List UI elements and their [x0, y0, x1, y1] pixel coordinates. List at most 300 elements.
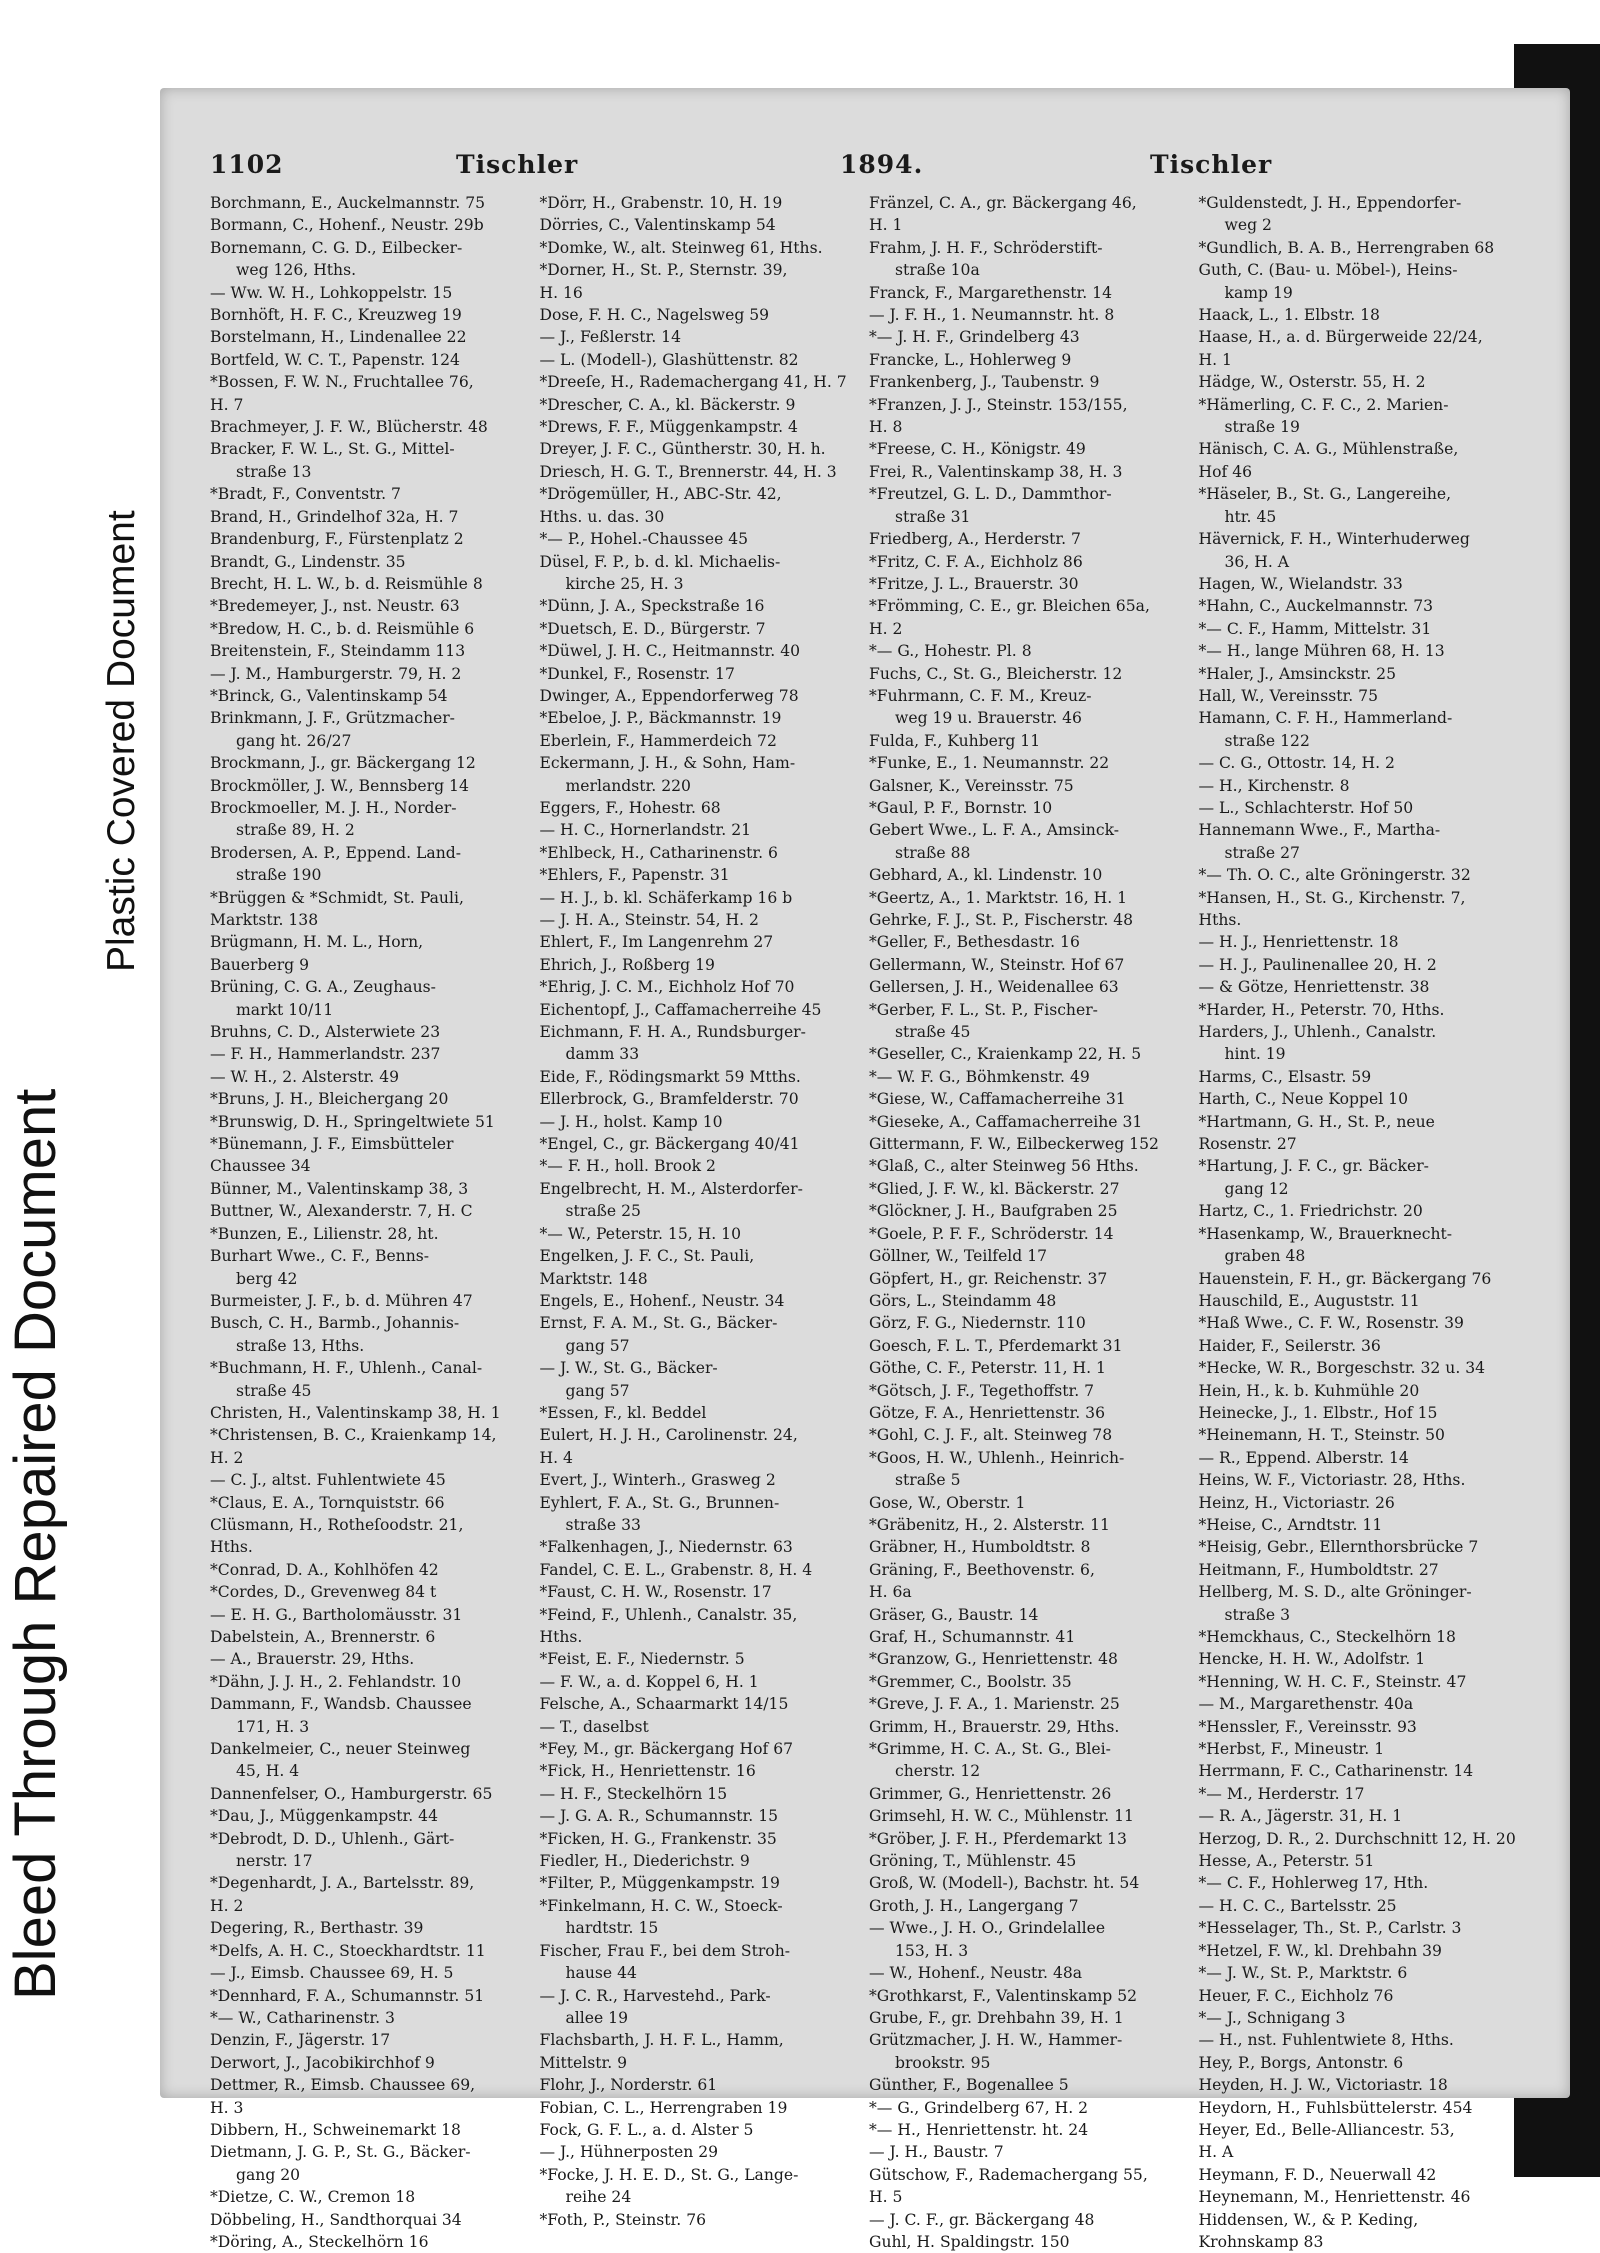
directory-entry: straße 45: [895, 1023, 971, 1042]
directory-entry: — J. F. H., 1. Neumannstr. ht. 8: [869, 306, 1115, 325]
running-head: [210, 150, 1520, 186]
directory-entry: weg 2: [1224, 216, 1272, 235]
directory-entry: *— C. F., Hamm, Mittelstr. 31: [1198, 619, 1432, 638]
directory-entry: Dose, F. H. C., Nagelsweg 59: [539, 306, 770, 325]
directory-column-2: [539, 192, 862, 2229]
directory-entry: reihe 24: [565, 2188, 632, 2207]
directory-entry: gang 20: [236, 2165, 301, 2184]
directory-entry: *Feist, E. F., Niedernstr. 5: [539, 1650, 745, 1669]
directory-entry: Herrmann, F. C., Catharinenstr. 14: [1198, 1762, 1474, 1781]
directory-entry: *Goos, H. W., Uhlenh., Heinrich-: [869, 1448, 1125, 1467]
directory-entry: Hths. u. das. 30: [539, 507, 665, 526]
directory-entry: *Fey, M., gr. Bäckergang Hof 67: [539, 1740, 794, 1759]
directory-entry: *Conrad, D. A., Kohlhöfen 42: [210, 1560, 439, 1579]
directory-entry: Friedberg, A., Herderstr. 7: [869, 530, 1081, 549]
directory-entry: *Hahn, C., Auckelmannstr. 73: [1198, 597, 1434, 616]
directory-entry: brookstr. 95: [895, 2053, 991, 2072]
directory-entry: Gröning, T., Mühlenstr. 45: [869, 1852, 1077, 1871]
directory-entry: H. 2: [210, 1448, 244, 1467]
directory-entry: *Hecke, W. R., Borgeschstr. 32 u. 34: [1198, 1359, 1486, 1378]
directory-entry: straße 13: [236, 462, 312, 481]
directory-entry: *— M., Herderstr. 17: [1198, 1784, 1365, 1803]
directory-entry: *Bredemeyer, J., nst. Neustr. 63: [210, 597, 460, 616]
directory-entry: *Geertz, A., 1. Marktstr. 16, H. 1: [869, 888, 1128, 907]
directory-entry: *Drögemüller, H., ABC-Str. 42,: [539, 485, 782, 504]
directory-entry: Bornhöft, H. F. C., Kreuzweg 19: [210, 306, 462, 325]
directory-entry: *Hetzel, F. W., kl. Drehbahn 39: [1198, 1941, 1442, 1960]
directory-entry: Derwort, J., Jacobikirchhof 9: [210, 2053, 435, 2072]
directory-entry: *Hartmann, G. H., St. P., neue: [1198, 1112, 1435, 1131]
directory-entry: — H., Kirchenstr. 8: [1198, 776, 1350, 795]
directory-entry: Heydorn, H., Fuhlsbüttelerstr. 454: [1198, 2098, 1473, 2117]
directory-entry: Grimm, H., Brauerstr. 29, Hths.: [869, 1717, 1120, 1736]
directory-entry: *Dähn, J. J. H., 2. Fehlandstr. 10: [210, 1672, 462, 1691]
directory-entry: *Funke, E., 1. Neumannstr. 22: [869, 754, 1110, 773]
directory-entry: Hths.: [1198, 911, 1242, 929]
directory-entry: Grimsehl, H. W. C., Mühlenstr. 11: [869, 1807, 1134, 1826]
directory-entry: *Fick, H., Henriettenstr. 16: [539, 1762, 756, 1781]
directory-entry: *Dreeſe, H., Rademachergang 41, H. 7: [539, 373, 847, 392]
directory-entry: *— F. H., holl. Brook 2: [539, 1157, 716, 1176]
directory-entry: Hävernick, F. H., Winterhuderweg: [1198, 530, 1470, 549]
directory-entry: Hiddensen, W., & P. Keding,: [1198, 2210, 1419, 2229]
directory-entry: *Drescher, C. A., kl. Bäckerstr. 9: [539, 395, 796, 414]
directory-entry: *Gundlich, B. A. B., Herrengraben 68: [1198, 238, 1495, 257]
directory-entry: 36, H. A: [1224, 552, 1290, 571]
directory-entry: Gräser, G., Baustr. 14: [869, 1605, 1039, 1624]
directory-entry: Göthe, C. F., Peterstr. 11, H. 1: [869, 1359, 1106, 1378]
directory-entry: Guhl, H. Spaldingstr. 150: [869, 2232, 1070, 2251]
directory-entry: Bortfeld, W. C. T., Papenstr. 124: [210, 350, 460, 369]
directory-entry: *Haler, J., Amsinckstr. 25: [1198, 664, 1397, 683]
directory-entry: Eberlein, F., Hammerdeich 72: [539, 731, 777, 750]
directory-entry: *Ficken, H. G., Frankenstr. 35: [539, 1829, 777, 1848]
directory-entry: *Henssler, F., Vereinsstr. 93: [1198, 1717, 1417, 1736]
directory-entry: 153, H. 3: [895, 1941, 969, 1960]
directory-column-3: [869, 192, 1191, 2251]
directory-entry: — J. G. A. R., Schumannstr. 15: [539, 1807, 779, 1826]
directory-entry: Dörries, C., Valentinskamp 54: [539, 216, 776, 235]
directory-entry: Bünner, M., Valentinskamp 38, 3: [210, 1179, 469, 1198]
directory-entry: — J. M., Hamburgerstr. 79, H. 2: [210, 664, 462, 683]
directory-entry: hause 44: [565, 1964, 637, 1983]
directory-entry: cherstr. 12: [895, 1762, 981, 1781]
directory-entry: *Bradt, F., Conventstr. 7: [210, 485, 401, 504]
directory-entry: *Brüggen & *Schmidt, St. Pauli,: [210, 888, 464, 907]
directory-entry: *— G., Grindelberg 67, H. 2: [869, 2098, 1089, 2117]
directory-entry: — R. A., Jägerstr. 31, H. 1: [1198, 1807, 1403, 1826]
directory-entry: *Falkenhagen, J., Niedernstr. 63: [539, 1538, 793, 1557]
directory-entry: Gräning, F., Beethovenstr. 6,: [869, 1560, 1095, 1579]
directory-entry: Eckermann, J. H., & Sohn, Ham-: [539, 754, 796, 773]
directory-entry: *Debrodt, D. D., Uhlenh., Gärt-: [210, 1829, 455, 1848]
directory-entry: *— Th. O. C., alte Gröningerstr. 32: [1198, 866, 1471, 885]
directory-entry: Frankenberg, J., Taubenstr. 9: [869, 373, 1100, 392]
directory-entry: — C. J., altst. Fuhlentwiete 45: [210, 1471, 446, 1490]
directory-entry: Fock, G. F. L., a. d. Alster 5: [539, 2120, 754, 2139]
directory-entry: Eide, F., Rödingsmarkt 59 Mtths.: [539, 1067, 801, 1086]
directory-entry: *— G., Hohestr. Pl. 8: [869, 642, 1032, 661]
directory-entry: straße 31: [895, 507, 971, 526]
directory-entry: *Bredow, H. C., b. d. Reismühle 6: [210, 619, 475, 638]
directory-entry: Hey, P., Borgs, Antonstr. 6: [1198, 2053, 1404, 2072]
directory-entry: *Döring, A., Steckelhörn 16: [210, 2232, 429, 2251]
directory-entry: — H. F., Steckelhörn 15: [539, 1784, 728, 1803]
directory-entry: *— J., Schnigang 3: [1198, 2008, 1346, 2027]
directory-entry: H. 1: [1198, 350, 1232, 369]
directory-entry: *Frömming, C. E., gr. Bleichen 65a,: [869, 597, 1150, 616]
directory-entry: *Dörr, H., Grabenstr. 10, H. 19: [539, 194, 783, 212]
directory-entry: — J. W., St. G., Bäcker-: [539, 1359, 718, 1378]
directory-entry: *— C. F., Hohlerweg 17, Hth.: [1198, 1874, 1429, 1893]
directory-entry: *Hansen, H., St. G., Kirchenstr. 7,: [1198, 888, 1466, 907]
directory-entry: Gehrke, F. J., St. P., Fischerstr. 48: [869, 911, 1134, 929]
directory-entry: Francke, L., Hohlerweg 9: [869, 350, 1072, 369]
directory-entry: Döbbeling, H., Sandthorquai 34: [210, 2210, 462, 2229]
directory-entry: Bauerberg 9: [210, 955, 310, 974]
directory-entry: Gellermann, W., Steinstr. Hof 67: [869, 955, 1125, 974]
directory-entry: Heinz, H., Victoriastr. 26: [1198, 1493, 1395, 1512]
directory-entry: *Dau, J., Müggenkampstr. 44: [210, 1807, 438, 1826]
directory-entry: Gebhard, A., kl. Lindenstr. 10: [869, 866, 1103, 885]
directory-entry: *Claus, E. A., Tornquiststr. 66: [210, 1493, 445, 1512]
directory-entry: — W., Hohenf., Neustr. 48a: [869, 1964, 1083, 1983]
directory-entry: Hamann, C. F. H., Hammerland-: [1198, 709, 1453, 728]
directory-entry: *— J. W., St. P., Marktstr. 6: [1198, 1964, 1408, 1983]
directory-entry: — & Götze, Henriettenstr. 38: [1198, 978, 1430, 997]
directory-entry: Gittermann, F. W., Eilbeckerweg 152: [869, 1135, 1159, 1154]
directory-entry: *Glaß, C., alter Steinweg 56 Hths.: [869, 1157, 1139, 1176]
directory-entry: straße 3: [1224, 1605, 1291, 1624]
directory-entry: Hannemann Wwe., F., Martha-: [1198, 821, 1441, 840]
directory-entry: — C. G., Ottostr. 14, H. 2: [1198, 754, 1395, 773]
directory-entry: Hänisch, C. A. G., Mühlenstraße,: [1198, 440, 1459, 459]
directory-entry: *Glöckner, J. H., Baufgraben 25: [869, 1202, 1118, 1221]
directory-entry: Brandt, G., Lindenstr. 35: [210, 552, 406, 571]
directory-entry: Eichmann, F. H. A., Rundsburger-: [539, 1023, 806, 1042]
directory-entry: — M., Margarethenstr. 40a: [1198, 1695, 1414, 1714]
page-number: 1102: [210, 150, 284, 179]
directory-entry: Grützmacher, J. H. W., Hammer-: [869, 2031, 1123, 2050]
directory-entry: *Harder, H., Peterstr. 70, Hths.: [1198, 1000, 1445, 1019]
directory-entry: Heitmann, F., Humboldtstr. 27: [1198, 1560, 1439, 1579]
directory-entry: Denzin, F., Jägerstr. 17: [210, 2031, 391, 2050]
directory-entry: Haider, F., Seilerstr. 36: [1198, 1336, 1381, 1355]
directory-entry: *Bünemann, J. F., Eimsbütteler: [210, 1135, 454, 1154]
directory-entry: weg 126, Hths.: [236, 261, 357, 280]
directory-entry: Brachmeyer, J. F. W., Blücherstr. 48: [210, 418, 488, 437]
directory-entry: Brandenburg, F., Fürstenplatz 2: [210, 530, 464, 549]
directory-entry: *Dunkel, F., Rosenstr. 17: [539, 664, 735, 683]
directory-entry: kirche 25, H. 3: [565, 574, 684, 593]
directory-entry: *Greve, J. F. A., 1. Marienstr. 25: [869, 1695, 1120, 1714]
directory-entry: straße 88: [895, 843, 971, 862]
directory-entry: Marktstr. 138: [210, 911, 319, 929]
directory-entry: Dreyer, J. F. C., Güntherstr. 30, H. h.: [539, 440, 826, 459]
year: 1894.: [840, 150, 924, 179]
directory-entry: Fandel, C. E. L., Grabenstr. 8, H. 4: [539, 1560, 813, 1579]
directory-entry: *Bossen, F. W. N., Fruchtallee 76,: [210, 373, 474, 392]
directory-entry: Brockmann, J., gr. Bäckergang 12: [210, 754, 476, 773]
directory-entry: Flohr, J., Norderstr. 61: [539, 2076, 718, 2095]
directory-entry: nerstr. 17: [236, 1852, 313, 1871]
directory-entry: *Hemckhaus, C., Steckelhörn 18: [1198, 1628, 1456, 1646]
directory-entry: straße 10a: [895, 261, 980, 280]
directory-entry: gang 12: [1224, 1179, 1289, 1198]
directory-entry: Bornemann, C. G. D., Eilbecker-: [210, 238, 463, 257]
directory-entry: H. A: [1198, 2143, 1234, 2162]
directory-entry: *Goele, P. F. F., Schröderstr. 14: [869, 1224, 1114, 1243]
directory-entry: Breitenstein, F., Steindamm 113: [210, 642, 466, 661]
directory-entry: Günther, F., Bogenallee 5: [869, 2076, 1069, 2095]
directory-entry: *Feind, F., Uhlenh., Canalstr. 35,: [539, 1605, 798, 1624]
directory-entry: — W. H., 2. Alsterstr. 49: [210, 1067, 400, 1086]
directory-entry: Ernst, F. A. M., St. G., Bäcker-: [539, 1314, 778, 1333]
directory-entry: H. 6a: [869, 1583, 912, 1602]
directory-entry: *Gröber, J. F. H., Pferdemarkt 13: [869, 1829, 1127, 1848]
directory-entry: — R., Eppend. Alberstr. 14: [1198, 1448, 1409, 1467]
directory-entry: *— W., Catharinenstr. 3: [210, 2008, 395, 2027]
directory-entry: Burhart Wwe., C. F., Benns-: [210, 1247, 430, 1266]
directory-entry: Franck, F., Margarethenstr. 14: [869, 283, 1112, 302]
directory-entry: straße 33: [565, 1515, 641, 1534]
directory-entry: Harth, C., Neue Koppel 10: [1198, 1090, 1409, 1109]
directory-entry: Görz, F. G., Niedernstr. 110: [869, 1314, 1086, 1333]
directory-entry: Dannenfelser, O., Hamburgerstr. 65: [210, 1784, 493, 1803]
directory-entry: *Herbst, F., Mineustr. 1: [1198, 1740, 1385, 1759]
directory-entry: *Franzen, J. J., Steinstr. 153/155,: [869, 395, 1128, 414]
directory-entry: straße 45: [236, 1381, 312, 1400]
directory-entry: Göpfert, H., gr. Reichenstr. 37: [869, 1269, 1108, 1288]
directory-entry: H. 3: [210, 2098, 244, 2117]
directory-entry: Burmeister, J. F., b. d. Mühren 47: [210, 1291, 473, 1310]
directory-entry: Hths.: [539, 1628, 583, 1646]
directory-entry: Heuer, F. C., Eichholz 76: [1198, 1986, 1394, 2005]
directory-entry: — T., daselbst: [539, 1717, 649, 1736]
directory-entry: htr. 45: [1224, 507, 1277, 526]
directory-entry: Clüsmann, H., Rotheſoodstr. 21,: [210, 1515, 464, 1534]
directory-entry: Dammann, F., Wandsb. Chaussee: [210, 1695, 472, 1714]
directory-entry: — L. (Modell-), Glashüttenstr. 82: [539, 350, 799, 369]
directory-entry: *Guldenstedt, J. H., Eppendorfer-: [1198, 194, 1462, 212]
directory-column-1: [210, 192, 532, 2251]
directory-entry: Frei, R., Valentinskamp 38, H. 3: [869, 462, 1123, 481]
directory-entry: Brockmoeller, M. J. H., Norder-: [210, 798, 457, 817]
directory-entry: straße 89, H. 2: [236, 821, 355, 840]
directory-entry: — Ww. W. H., Lohkoppelstr. 15: [210, 283, 453, 302]
directory-entry: *Haß Wwe., C. F. W., Rosenstr. 39: [1198, 1314, 1464, 1333]
directory-entry: H. 1: [869, 216, 903, 235]
directory-entry: Haase, H., a. d. Bürgerweide 22/24,: [1198, 328, 1483, 347]
directory-entry: Hauenstein, F. H., gr. Bäckergang 76: [1198, 1269, 1492, 1288]
directory-entry: — J. C. R., Harvestehd., Park-: [539, 1986, 771, 2005]
directory-entry: *Focke, J. H. E. D., St. G., Lange-: [539, 2165, 799, 2184]
directory-entry: Fiedler, H., Diederichstr. 9: [539, 1852, 750, 1871]
directory-entry: *Fritze, J. L., Brauerstr. 30: [869, 574, 1079, 593]
directory-entry: Marktstr. 148: [539, 1269, 648, 1288]
directory-entry: Borchmann, E., Auckelmannstr. 75: [210, 194, 486, 212]
directory-entry: Bormann, C., Hohenf., Neustr. 29b: [210, 216, 484, 235]
right-title: Tischler: [1150, 150, 1273, 179]
directory-entry: Engelken, J. F. C., St. Pauli,: [539, 1247, 755, 1266]
directory-entry: *Essen, F., kl. Beddel: [539, 1403, 707, 1422]
directory-entry: Felsche, A., Schaarmarkt 14/15: [539, 1695, 789, 1714]
directory-entry: Heyer, Ed., Belle-Alliancestr. 53,: [1198, 2120, 1455, 2139]
directory-entry: allee 19: [565, 2008, 629, 2027]
directory-entry: *Dünn, J. A., Speckstraße 16: [539, 597, 765, 616]
directory-entry: *Gaul, P. F., Bornstr. 10: [869, 798, 1053, 817]
directory-entry: Flachsbarth, J. H. F. L., Hamm,: [539, 2031, 784, 2050]
directory-entry: gang 57: [565, 1336, 630, 1355]
directory-entry: *Henning, W. H. C. F., Steinstr. 47: [1198, 1672, 1467, 1691]
directory-entry: Ehlert, F., Im Langenrehm 27: [539, 933, 774, 952]
directory-entry: gang ht. 26/27: [236, 731, 352, 750]
directory-entry: Frahm, J. H. F., Schröderstift-: [869, 238, 1103, 257]
directory-entry: straße 25: [565, 1202, 641, 1221]
directory-entry: — H. J., Henriettenstr. 18: [1198, 933, 1399, 952]
directory-entry: Fulda, F., Kuhberg 11: [869, 731, 1041, 750]
directory-entry: Brockmöller, J. W., Bennsberg 14: [210, 776, 469, 795]
directory-entry: Christen, H., Valentinskamp 38, H. 1: [210, 1403, 501, 1422]
directory-entry: Brecht, H. L. W., b. d. Reismühle 8: [210, 574, 483, 593]
directory-columns: [210, 192, 1520, 2251]
directory-entry: Eulert, H. J. H., Carolinenstr. 24,: [539, 1426, 798, 1445]
directory-entry: — J., Feßlerstr. 14: [539, 328, 682, 347]
directory-entry: Heynemann, M., Henriettenstr. 46: [1198, 2188, 1471, 2207]
directory-entry: *Dennhard, F. A., Schumannstr. 51: [210, 1986, 485, 2005]
directory-entry: — J., Hühnerposten 29: [539, 2143, 719, 2162]
directory-entry: Hartz, C., 1. Friedrichstr. 20: [1198, 1202, 1423, 1221]
directory-entry: Goesch, F. L. T., Pferdemarkt 31: [869, 1336, 1123, 1355]
directory-entry: Haack, L., 1. Elbstr. 18: [1198, 306, 1380, 325]
label-bleed-through-repaired: Bleed Through Repaired Document: [3, 1088, 68, 2000]
directory-entry: Mittelstr. 9: [539, 2053, 628, 2072]
directory-entry: gang 57: [565, 1381, 630, 1400]
directory-entry: *Bunzen, E., Lilienstr. 28, ht.: [210, 1224, 439, 1243]
directory-entry: Fobian, C. L., Herrengraben 19: [539, 2098, 788, 2117]
directory-entry: *Fuhrmann, C. F. M., Kreuz-: [869, 686, 1092, 705]
directory-entry: *Cordes, D., Grevenweg 84 t: [210, 1583, 437, 1602]
directory-entry: Groß, W. (Modell-), Bachstr. ht. 54: [869, 1874, 1140, 1893]
directory-entry: 171, H. 3: [236, 1717, 310, 1736]
directory-entry: Brodersen, A. P., Eppend. Land-: [210, 843, 461, 862]
directory-entry: Dibbern, H., Schweinemarkt 18: [210, 2120, 461, 2139]
directory-entry: *Geller, F., Bethesdastr. 16: [869, 933, 1080, 952]
directory-entry: straße 13, Hths.: [236, 1336, 365, 1355]
directory-entry: Hall, W., Vereinsstr. 75: [1198, 686, 1378, 705]
scan-dark-edge-top: [1514, 44, 1600, 90]
directory-entry: Graf, H., Schumannstr. 41: [869, 1628, 1076, 1646]
directory-entry: berg 42: [236, 1269, 298, 1288]
directory-entry: Brügmann, H. M. L., Horn,: [210, 933, 424, 952]
directory-entry: *Gerber, F. L., St. P., Fischer-: [869, 1000, 1098, 1019]
directory-entry: *Christensen, B. C., Kraienkamp 14,: [210, 1426, 497, 1445]
directory-entry: *Grimme, H. C. A., St. G., Blei-: [869, 1740, 1111, 1759]
directory-entry: *Hasenkamp, W., Brauerknecht-: [1198, 1224, 1453, 1243]
directory-entry: Hein, H., k. b. Kuhmühle 20: [1198, 1381, 1420, 1400]
directory-entry: *Faust, C. H. W., Rosenstr. 17: [539, 1583, 772, 1602]
directory-entry: Hof 46: [1198, 462, 1253, 481]
directory-entry: Eichentopf, J., Caffamacherreihe 45: [539, 1000, 822, 1019]
directory-entry: Evert, J., Winterh., Grasweg 2: [539, 1471, 776, 1490]
directory-entry: Chaussee 34: [210, 1157, 311, 1176]
directory-entry: 45, H. 4: [236, 1762, 300, 1781]
directory-entry: — H. C., Hornerlandstr. 21: [539, 821, 752, 840]
directory-entry: *Gohl, C. J. F., alt. Steinweg 78: [869, 1426, 1113, 1445]
directory-entry: H. 2: [210, 1896, 244, 1915]
directory-entry: Heinecke, J., 1. Elbstr., Hof 15: [1198, 1403, 1438, 1422]
directory-entry: Dettmer, R., Eimsb. Chaussee 69,: [210, 2076, 476, 2095]
directory-entry: hint. 19: [1224, 1045, 1286, 1064]
directory-entry: *Hämerling, C. F. C., 2. Marien-: [1198, 395, 1449, 414]
directory-entry: — J. H. A., Steinstr. 54, H. 2: [539, 911, 759, 929]
directory-entry: Grube, F., gr. Drehbahn 39, H. 1: [869, 2008, 1124, 2027]
directory-entry: *Gräbenitz, H., 2. Alsterstr. 11: [869, 1515, 1110, 1534]
directory-entry: Herzog, D. R., 2. Durchschnitt 12, H. 20: [1198, 1829, 1516, 1848]
directory-entry: Fischer, Frau F., bei dem Stroh-: [539, 1941, 791, 1960]
directory-entry: Bracker, F. W. L., St. G., Mittel-: [210, 440, 455, 459]
directory-entry: *Fritz, C. F. A., Eichholz 86: [869, 552, 1083, 571]
directory-entry: Gellersen, J. H., Weidenallee 63: [869, 978, 1119, 997]
directory-entry: *Granzow, G., Henriettenstr. 48: [869, 1650, 1118, 1669]
directory-entry: Brinkmann, J. F., Grützmacher-: [210, 709, 455, 728]
directory-entry: H. 8: [869, 418, 903, 437]
directory-entry: Gebert Wwe., L. F. A., Amsinck-: [869, 821, 1120, 840]
directory-entry: Guth, C. (Bau- u. Möbel-), Heins-: [1198, 261, 1458, 280]
directory-entry: Fränzel, C. A., gr. Bäckergang 46,: [869, 194, 1137, 212]
side-labels: [0, 0, 160, 2177]
directory-column-4: [1198, 192, 1521, 2251]
directory-entry: Dietmann, J. G. P., St. G., Bäcker-: [210, 2143, 471, 2162]
directory-entry: — H. J., Paulinenallee 20, H. 2: [1198, 955, 1437, 974]
directory-entry: *— H., Henriettenstr. ht. 24: [869, 2120, 1089, 2139]
directory-entry: markt 10/11: [236, 1000, 334, 1019]
directory-entry: *Brinck, G., Valentinskamp 54: [210, 686, 448, 705]
directory-entry: Brand, H., Grindelhof 32a, H. 7: [210, 507, 459, 526]
directory-entry: *Bruns, J. H., Bleichergang 20: [210, 1090, 449, 1109]
directory-entry: Driesch, H. G. T., Brennerstr. 44, H. 3: [539, 462, 837, 481]
directory-entry: *Hartung, J. F. C., gr. Bäcker-: [1198, 1157, 1429, 1176]
directory-entry: Groth, J. H., Langergang 7: [869, 1896, 1079, 1915]
directory-entry: *Drews, F. F., Müggenkampstr. 4: [539, 418, 798, 437]
directory-entry: *— W. F. G., Böhmkenstr. 49: [869, 1067, 1090, 1086]
directory-entry: merlandstr. 220: [565, 776, 691, 795]
directory-entry: *Delfs, A. H. C., Stoeckhardtstr. 11: [210, 1941, 486, 1960]
directory-entry: straße 122: [1224, 731, 1310, 750]
directory-entry: Göllner, W., Teilfeld 17: [869, 1247, 1048, 1266]
directory-entry: H. 4: [539, 1448, 573, 1467]
directory-entry: — H., nst. Fuhlentwiete 8, Hths.: [1198, 2031, 1454, 2050]
directory-entry: *Domke, W., alt. Steinweg 61, Hths.: [539, 238, 823, 257]
directory-entry: Brüning, C. G. A., Zeughaus-: [210, 978, 436, 997]
directory-entry: kamp 19: [1224, 283, 1293, 302]
directory-entry: straße 27: [1224, 843, 1300, 862]
directory-entry: *Geseller, C., Kraienkamp 22, H. 5: [869, 1045, 1142, 1064]
directory-entry: *Heisig, Gebr., Ellernthorsbrücke 7: [1198, 1538, 1479, 1557]
directory-entry: Gütschow, F., Rademachergang 55,: [869, 2165, 1148, 2184]
directory-entry: H. 16: [539, 283, 583, 302]
directory-entry: *Buchmann, H. F., Uhlenh., Canal-: [210, 1359, 483, 1378]
directory-entry: Gose, W., Oberstr. 1: [869, 1493, 1026, 1512]
directory-entry: Fuchs, C., St. G., Bleicherstr. 12: [869, 664, 1123, 683]
directory-entry: — J. C. F., gr. Bäckergang 48: [869, 2210, 1095, 2229]
directory-entry: *Götsch, J. F., Tegethoffstr. 7: [869, 1381, 1095, 1400]
directory-entry: Gräbner, H., Humboldtstr. 8: [869, 1538, 1091, 1557]
directory-entry: straße 5: [895, 1471, 961, 1490]
directory-entry: *Ehlers, F., Papenstr. 31: [539, 866, 730, 885]
directory-entry: Hencke, H. H. W., Adolfstr. 1: [1198, 1650, 1426, 1669]
directory-entry: — L., Schlachterstr. Hof 50: [1198, 798, 1414, 817]
